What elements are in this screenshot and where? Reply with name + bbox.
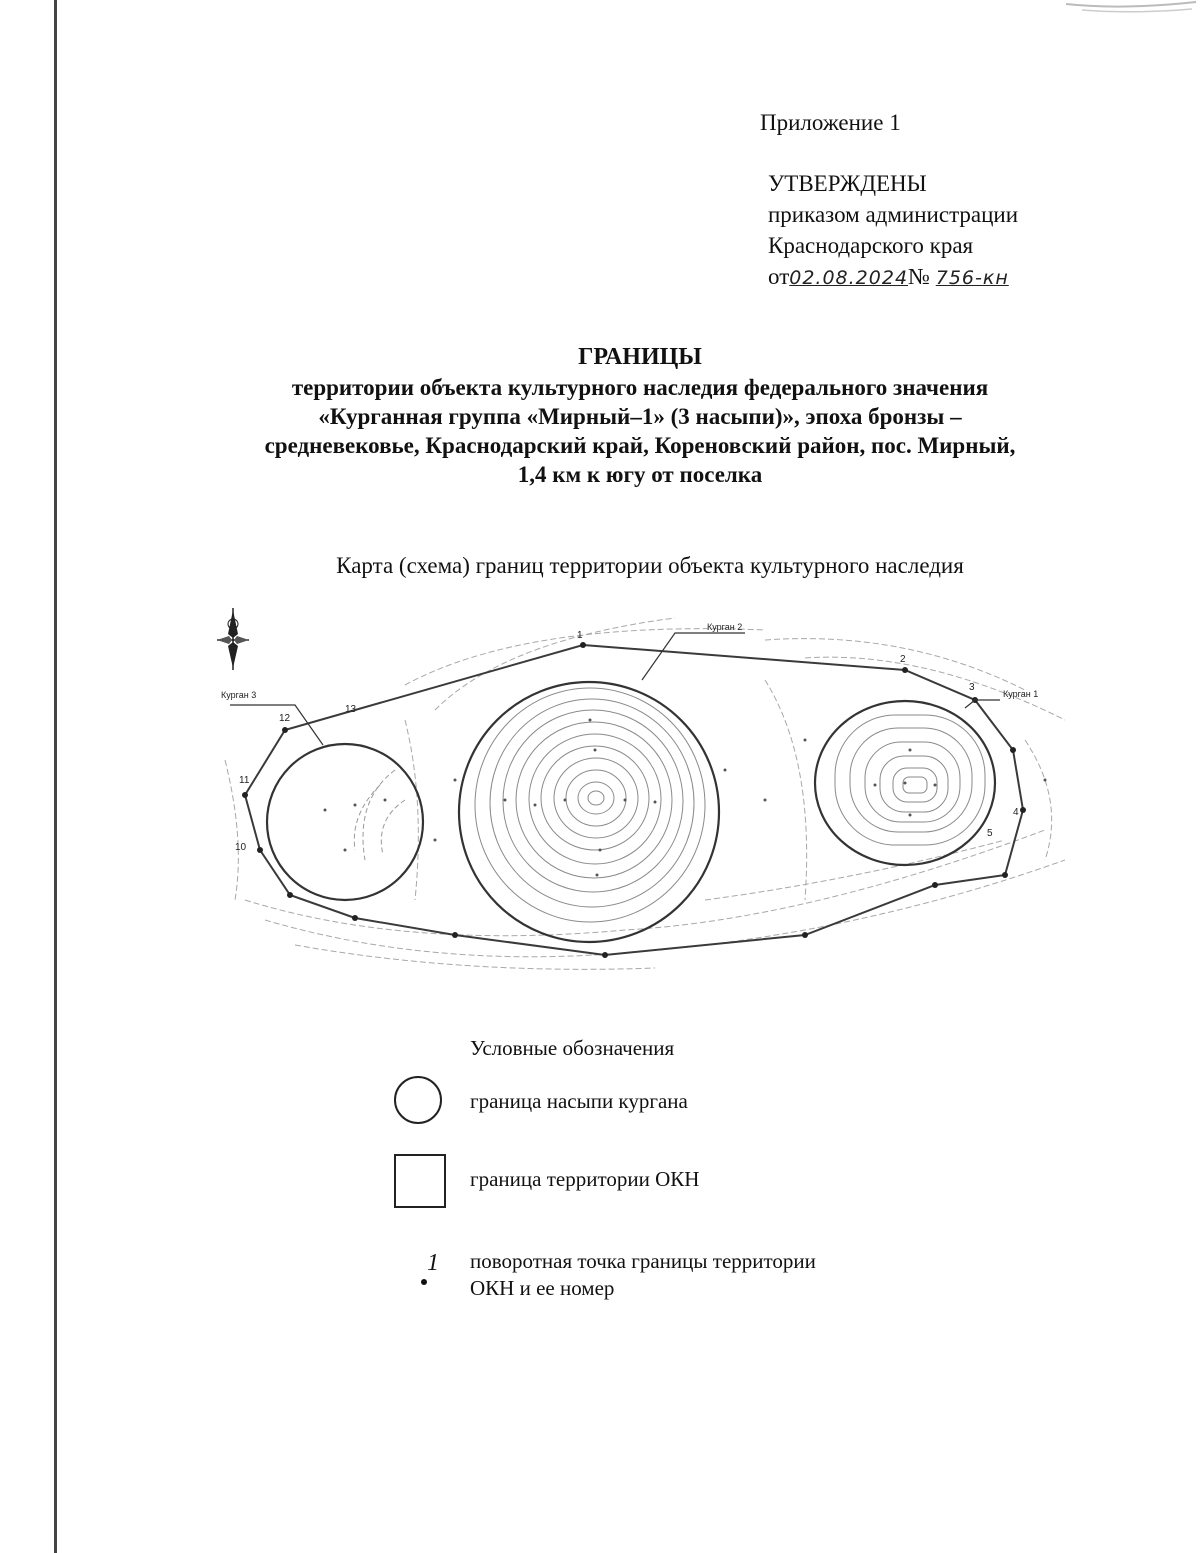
point-number-13: 13 [345,704,357,715]
approved-by-line-2: Краснодарского края [768,233,974,258]
map-caption: Карта (схема) границ территории объекта культурного наследия [336,553,964,578]
point-number-4: 4 [1013,807,1019,818]
title-line-3: средневековье, Краснодарский край, Кореновский район, пос. Мирный, [264,433,1016,458]
point-number-11: 11 [239,775,250,786]
kurgan-2-contours [475,688,705,922]
title-line-2: «Курганная группа «Мирный–1» (3 насыпи)», эпоха бронзы – [318,404,962,429]
north-letter: С [230,622,236,629]
approved-by-line-1: приказом администрации [768,202,1019,227]
point-number-5: 5 [987,828,993,839]
title-main: ГРАНИЦЫ [578,344,702,370]
label-leaders [230,633,1000,745]
title-line-4: 1,4 км к югу от поселка [517,462,763,487]
approval-date-line [768,261,1018,294]
site-boundary-map [205,600,1080,980]
point-number-1: 1 [577,630,583,641]
handwritten-date: 02.08.2024 [789,267,909,289]
legend-text-point-line-1: поворотная точка границы территории [470,1249,816,1273]
legend-text-point-line-2: ОКН и ее номер [470,1276,615,1300]
handwritten-number: 756-кн [935,267,1009,289]
legend-item-mound [390,1070,910,1130]
point-number-3: 3 [969,682,975,693]
number-prefix: № [908,264,930,289]
point-number-10: 10 [235,842,247,853]
kurgan-2-label: Курган 2 [707,622,743,632]
title-line-1: территории объекта культурного наследия федерального значения [291,375,989,400]
circle-symbol-icon [390,1070,450,1130]
legend-title: Условные обозначения [470,1036,675,1060]
kurgan-3-contours [354,770,405,860]
point-number-12: 12 [279,713,291,724]
north-arrow-icon [217,608,249,670]
date-prefix: от [768,264,790,289]
scan-corner-mark [1062,0,1200,18]
legend-point-number: 1 [427,1250,439,1276]
document-title [180,344,1100,489]
scan-left-edge [54,0,57,1553]
legend-text-point [470,1248,816,1302]
kurgan-1-contours [835,715,985,845]
approval-block [768,168,1018,294]
point-symbol-icon [390,1240,450,1300]
legend-text-territory: граница территории ОКН [470,1167,700,1191]
legend-item-territory [390,1152,910,1212]
appendix-label: Приложение 1 [760,110,901,135]
survey-spot-points [324,719,1047,877]
kurgan-3-label: Курган 3 [221,690,257,700]
legend-item-point [390,1240,910,1310]
point-number-2: 2 [900,654,906,665]
legend-text-mound: граница насыпи кургана [470,1089,688,1113]
kurgan-3-boundary [267,744,423,900]
kurgan-1-label: Курган 1 [1003,689,1039,699]
approved-heading: УТВЕРЖДЕНЫ [768,171,927,196]
square-symbol-icon [390,1152,450,1212]
